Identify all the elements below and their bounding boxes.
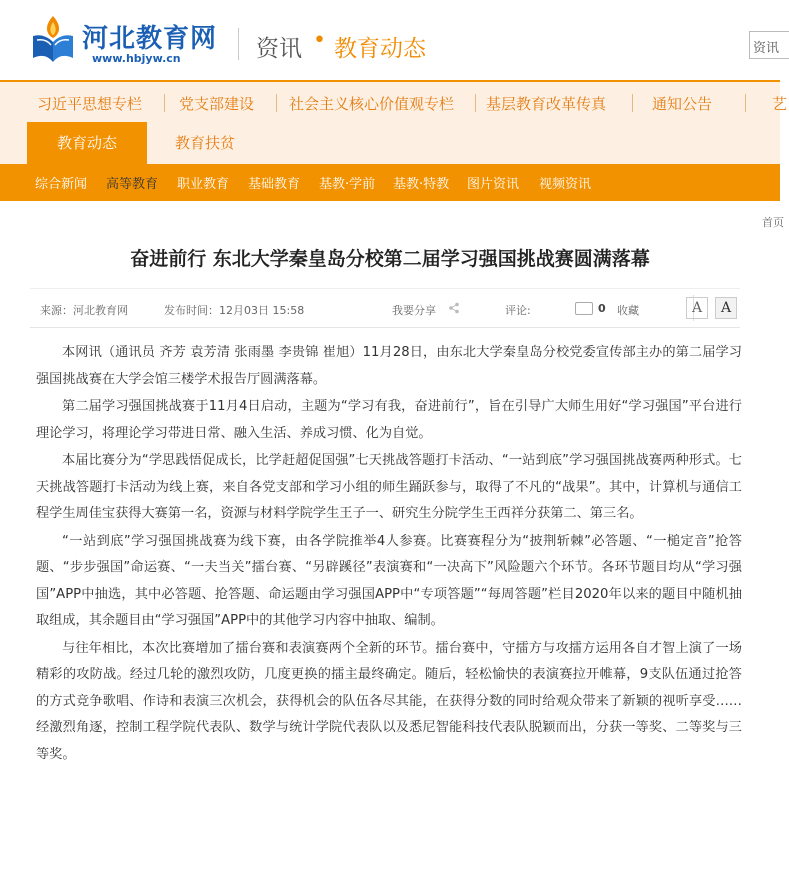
font-larger-button[interactable]: A (715, 297, 737, 319)
paragraph: “一站到底”学习强国挑战赛为线下赛，由各学院推举4人参赛。比赛赛程分为“披荆斩棘”必答题、“一槌定音”抢答题、“步步强国”命运赛、“一夫当关”擂台赛、“另辟蹊径”表演赛和“一决高下”风险题六个环节。各环节题目均从“学习强国”APP中抽选，其中必答题、抢答题、命运题由学习强国APP中“专项答题”“每周答题”栏目2020年以来的题目中随机抽取组成，其余题目由“学习强国”APP中的其他学习内容中抽取、编制。 (36, 533, 742, 628)
comment-label: 评论: (505, 304, 531, 317)
nav-separator (276, 94, 277, 112)
share-icon[interactable] (448, 302, 460, 314)
nav-item-art[interactable]: 艺 (772, 95, 788, 113)
nav-item-party-branch[interactable]: 党支部建设 (179, 95, 255, 113)
font-smaller-button[interactable]: A (686, 297, 708, 319)
subnav-item-basic[interactable]: 基础教育 (248, 177, 301, 192)
nav-item-notices[interactable]: 通知公告 (652, 95, 713, 113)
site-header (0, 0, 780, 82)
nav-item-xi-thought[interactable]: 习近平思想专栏 (37, 95, 143, 113)
subnav-item-special[interactable]: 基教·特教 (393, 177, 450, 192)
article-source: 来源：河北教育网 (40, 304, 128, 317)
header-divider (238, 28, 239, 60)
main-nav (0, 80, 788, 122)
nav-separator (475, 94, 476, 112)
section-title: 资讯 (256, 36, 302, 62)
subnav-item-photos[interactable]: 图片资讯 (467, 177, 520, 192)
search-input[interactable]: 资讯 (749, 31, 789, 59)
paragraph: 本届比赛分为“学思践悟促成长，比学赶超促国强”七天挑战答题打卡活动、“一站到底”学习强国挑战赛两种形式。七天挑战答题打卡活动为线上赛，来自各党支部和学习小组的师生踊跃参与，取得了不凡的“战果”。其中，计算机与通信工程学生周佳宝获得大赛第一名，资源与材料学院学生王子一、研究生分院学生王西祥分获第二、第三名。 (36, 453, 742, 521)
section-dot: • (313, 28, 326, 53)
subnav-item-videos[interactable]: 视频资讯 (539, 177, 592, 192)
comment-count[interactable]: 0 (598, 302, 606, 315)
publish-time: 发布时间：12月03日 15:58 (164, 304, 305, 317)
share-label[interactable]: 我要分享 (392, 304, 436, 317)
logo-text: 河北教育网 (82, 24, 218, 54)
nav-separator (632, 94, 633, 112)
comment-icon[interactable] (575, 302, 593, 315)
tab-education-news[interactable]: 教育动态 (27, 122, 147, 164)
tab-poverty-alleviation[interactable]: 教育扶贫 (175, 134, 236, 152)
breadcrumb[interactable]: 首页 (762, 216, 784, 229)
nav-separator (745, 94, 746, 112)
article-meta (30, 288, 740, 328)
logo-url: www.hbjyw.cn (92, 52, 181, 65)
subsection-title: 教育动态 (334, 36, 426, 62)
site-logo[interactable] (30, 14, 230, 70)
article-title: 奋进前行 东北大学秦皇岛分校第二届学习强国挑战赛圆满落幕 (130, 248, 650, 270)
favorite-button[interactable]: 收藏 (617, 304, 639, 317)
logo-mark-icon (30, 14, 76, 66)
subnav-item-vocational[interactable]: 职业教育 (177, 177, 230, 192)
article-body (36, 340, 742, 769)
subnav-item-general[interactable]: 综合新闻 (35, 177, 88, 192)
nav-item-reform[interactable]: 基层教育改革传真 (486, 95, 607, 113)
paragraph: 本网讯（通讯员 齐芳 袁芳清 张雨墨 李贵锦 崔旭）11月28日，由东北大学秦皇岛分校党委宣传部主办的第二届学习强国挑战赛在大学会馆三楼学术报告厅圆满落幕。 (36, 345, 742, 387)
subnav-item-higher-education[interactable]: 高等教育 (106, 177, 159, 192)
paragraph: 第二届学习强国挑战赛于11月4日启动，主题为“学习有我，奋进前行”，旨在引导广大师生用好“学习强国”平台进行理论学习，将理论学习带进日常、融入生活、养成习惯、化为自觉。 (36, 399, 742, 441)
paragraph: 与往年相比，本次比赛增加了擂台赛和表演赛两个全新的环节。擂台赛中，守擂方与攻擂方运用各自才智上演了一场精彩的攻防战。经过几轮的激烈攻防，几度更换的擂主最终确定。随后，轻松愉快的表演赛拉开帷幕，9支队伍通过抢答的方式竞争歌唱、作诗和表演三次机会，获得机会的队伍各尽其能，在获得分数的同时给观众带来了新颖的视听享受……经激烈角逐，控制工程学院代表队、数学与统计学院代表队以及悉尼智能科技代表队脱颖而出，分获一等奖、二等奖与三等奖。 (36, 640, 742, 762)
subnav-item-preschool[interactable]: 基教·学前 (319, 177, 376, 192)
nav-separator (164, 94, 165, 112)
nav-item-core-values[interactable]: 社会主义核心价值观专栏 (289, 95, 455, 113)
tab-bar (0, 122, 780, 164)
sub-nav (0, 164, 780, 201)
